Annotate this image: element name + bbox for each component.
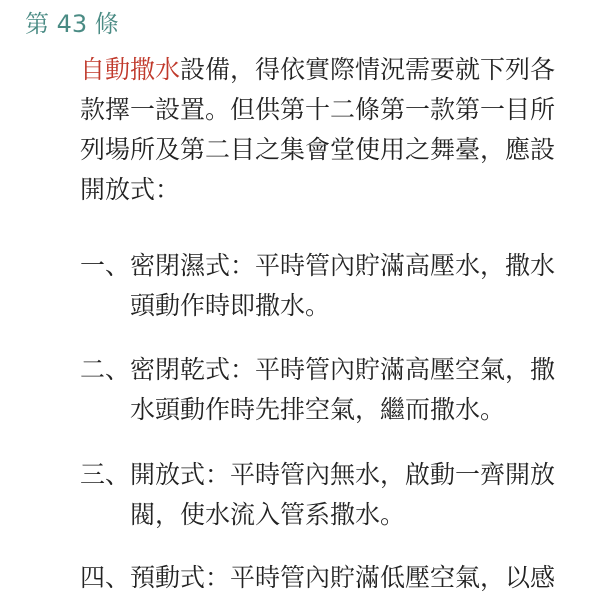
list-item-1-line-1: 一、密閉濕式：平時管內貯滿高壓水，撒水	[80, 251, 556, 280]
list-item-1	[80, 246, 570, 326]
article-intro	[80, 50, 570, 210]
article-heading: 第 43 條	[25, 10, 119, 38]
intro-line-3: 列場所及第二目之集會堂使用之舞臺，應設	[80, 135, 556, 164]
list-item-3	[80, 455, 570, 535]
list-item-2-line-2: 水頭動作時先排空氣，繼而撒水。	[130, 395, 506, 424]
intro-line-2: 款擇一設置。但供第十二條第一款第一目所	[80, 95, 556, 124]
intro-line-1-text: 設備，得依實際情況需要就下列各	[180, 55, 556, 84]
list-item-2-line-1: 二、密閉乾式：平時管內貯滿高壓空氣，撒	[80, 355, 556, 384]
list-item-4-line-1: 四、預動式：平時管內貯滿低壓空氣，以感	[80, 563, 556, 592]
list-item-3-line-2: 閥，使水流入管系撒水。	[130, 500, 406, 529]
intro-line-4: 開放式：	[80, 175, 181, 204]
list-item-1-line-2: 頭動作時即撒水。	[130, 291, 331, 320]
intro-line-1	[80, 50, 570, 90]
list-item-4	[80, 558, 570, 598]
list-item-2	[80, 350, 570, 430]
list-item-3-line-1: 三、開放式：平時管內無水，啟動一齊開放	[80, 460, 556, 489]
term-link-auto-sprinkler[interactable]: 自動撒水	[80, 55, 181, 84]
